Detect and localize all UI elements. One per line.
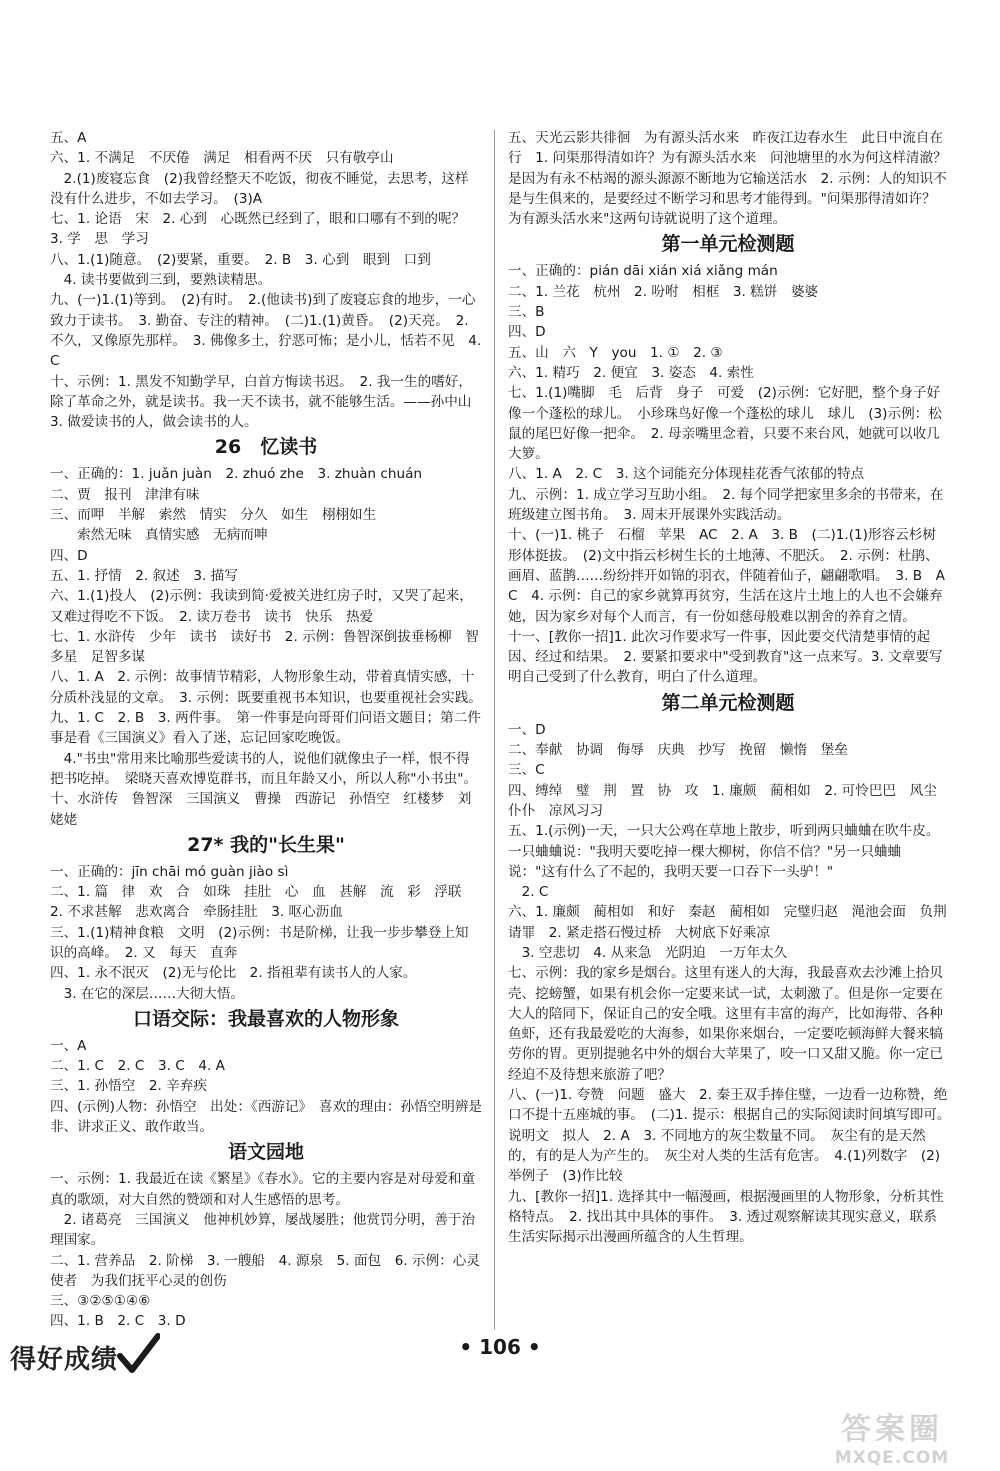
watermark-seal: 答案圈 bbox=[841, 1412, 943, 1447]
answer-line: 4. 读书要做到三到，要熟读精思。 bbox=[50, 272, 272, 289]
answer-line: 三、C bbox=[508, 762, 545, 779]
answer-line: 六、1. 廉颇 蔺相如 和好 秦赵 蔺相如 完璧归赵 渑池会面 负荆请罪 2. 紧走搭石慢过桥 大树底下好乘凉 bbox=[508, 904, 947, 941]
answer-line: 七、示例：我的家乡是烟台。这里有迷人的大海，我最喜欢去沙滩上拾贝壳、挖螃蟹，如果有机会你一定要来试一试，太刺激了。但是你一定要在大人的陪同下，保证自己的安全哦。这里有丰富的海产，比如海带、各种鱼虾，还有我最爱吃的大海参，如果你来烟台，一定要吃顿海鲜大餐来犒劳你的胃。更别提驰名中外的烟台大苹果了，咬一口又甜又脆。你一定已经迫不及待想来旅游了吧？ bbox=[508, 965, 943, 1083]
answer-line: 八、(一)1. 夸赞 问题 盛大 2. 秦王双手捧住璧，一边看一边称赞，绝口不提十五座城的事。 (二)1. 提示：根据自己的实际阅读时间填写即可。 说明文 拟人 2. A 3. 不同地方的灰尘数量不同。 灰尘有的是天然的，有的是人为产生的。 灰尘对人类的生活有危害。 4.(1)列数字 (2)举例子 (3)作比较 bbox=[508, 1087, 958, 1185]
page-number: • 106 • bbox=[459, 1335, 541, 1359]
answer-line: 一、D bbox=[508, 721, 546, 738]
answer-line: 一、正确的：1. juǎn juàn 2. zhuó zhe 3. zhuàn chuán bbox=[50, 466, 423, 483]
answer-line: 九、1. C 2. B 3. 两件事。 第一件事是向哥哥们问语文题目；第二件事是看《三国演义》看入了迷，忘记回家吃晚饭。 bbox=[50, 710, 481, 747]
answer-line: 八、1.(1)随意。 (2)要紧，重要。 2. B 3. 心到 眼到 口到 bbox=[50, 251, 431, 268]
answer-line: 二、1. C 2. C 3. C 4. A bbox=[50, 1058, 225, 1075]
answer-line: 2. 诸葛亮 三国演义 他神机妙算，屡战屡胜；他赏罚分明，善于治理国家。 bbox=[50, 1211, 476, 1249]
answer-line: 三、③②⑤①④⑥ bbox=[50, 1293, 151, 1310]
answer-line: 六、1.(1)投人 (2)示例：我读到简·爱被关进红房子时，又哭了起来，又难过得吃不下饭。 2. 读万卷书 读书 快乐 热爱 bbox=[50, 588, 473, 625]
answer-line: 一、示例：1. 我最近在读《繁星》《春水》。它的主要内容是对母爱和童真的歌颂，对大自然的赞颂和对人生感悟的思考。 bbox=[50, 1171, 476, 1208]
section-heading: 26 忆读书 bbox=[214, 436, 318, 459]
answer-line: 四、D bbox=[50, 547, 88, 564]
section-heading: 27* 我的"长生果" bbox=[187, 833, 345, 856]
answer-line: 四、1. B 2. C 3. D bbox=[50, 1313, 186, 1330]
answer-line: 3. 在它的深层……大彻大悟。 bbox=[50, 985, 245, 1002]
answer-line: 2. C bbox=[508, 884, 549, 901]
section-heading: 第二单元检测题 bbox=[661, 691, 795, 714]
answer-line: 一、正确的：jīn chāi mó guàn jiào sì bbox=[50, 863, 289, 880]
answer-line: 八、1. A 2. 示例：故事情节精彩，人物形象生动，带着真情实感，十分质朴浅显的文章。 3. 示例：既要重视书本知识，也要重视社会实践。 bbox=[50, 669, 482, 706]
answer-line: 二、奉献 协调 侮辱 庆典 抄写 挽留 懒惰 堡垒 bbox=[508, 742, 848, 759]
answer-line: 四、缚绰 璧 荆 置 协 攻 1. 廉颇 蔺相如 2. 可怜巴巴 风尘仆仆 凉风习习 bbox=[508, 782, 937, 819]
answer-line: 3. 空悲切 4. 从来急 光阴迫 一万年太久 bbox=[508, 944, 788, 961]
answer-line: 六、1. 不满足 不厌倦 满足 相看两不厌 只有敬亭山 bbox=[50, 150, 394, 167]
answer-line: 四、D bbox=[508, 324, 546, 341]
answer-line: 九、[教你一招]1. 选择其中一幅漫画，根据漫画里的人物形象，分析其性格特点。 2. 找出其中具体的事件。 3. 透过观察解读其现实意义，联系生活实际揭示出漫画所蕴含的人生哲理。 bbox=[508, 1188, 944, 1246]
answer-line: 索然无味 真情实感 无病而呻 bbox=[50, 527, 268, 544]
brand-text: 得好成绩 bbox=[10, 1345, 119, 1375]
answer-line: 十、(一)1. 桃子 石榴 苹果 AC 2. A 3. B (二)1.(1)形容云杉树形体挺拔。 (2)文中指云杉树生长的土地薄、不肥沃。 2. 示例：杜鹃、画眉、蓝鹊……纷纷拌开如锦的羽衣，伴随着仙子，翩翩歌唱。 3. B A C 4. 示例：自己的家乡就算再贫穷，生活在这片土地上的人也不会嫌弃她，因为家乡对每个人而言，有一份如慈母般难以割舍的养育之情。 bbox=[508, 527, 959, 625]
answer-line: 一、A bbox=[50, 1037, 87, 1054]
answer-line: 六、1. 精巧 2. 便宜 3. 姿态 4. 索性 bbox=[508, 364, 754, 381]
answer-line: 三、1.(1)精神食粮 文明 (2)示例：书是阶梯，让我一步步攀登上知识的高峰。 2. 又 每天 直奔 bbox=[50, 924, 469, 961]
column-divider bbox=[494, 130, 495, 1330]
answer-line: 四、1. 永不泯灭 (2)无与伦比 2. 指祖辈有读书人的人家。 bbox=[50, 965, 417, 982]
answer-line: 一、正确的：pián dāi xián xiá xiǎng mán bbox=[508, 263, 778, 280]
answer-line: 十一、[教你一招]1. 此次习作要求写一件事，因此要交代清楚事情的起因、经过和结果。 2. 要紧扣要求中"受到教育"这一点来写。3. 文章要写明自己受到了什么教育，明白了什么道理。 bbox=[508, 628, 943, 686]
answer-line: 五、1. 抒情 2. 叙述 3. 描写 bbox=[50, 567, 238, 584]
answer-line: 五、1.(示例)一天，一只大公鸡在草地上散步，听到两只蛐蛐在吹牛皮。一只蛐蛐说："我明天要吃掉一棵大柳树，你信不信？"另一只蛐蛐说："这有什么了不起的，我明天要一口吞下一头驴！" bbox=[508, 823, 940, 880]
section-heading: 口语交际：我最喜欢的人物形象 bbox=[132, 1007, 399, 1030]
answer-line: 十、示例：1. 黑发不知勤学早，白首方悔读书迟。 2. 我一生的嗜好，除了革命之外，就是读书。我一天不读书，就不能够生活。——孙中山 3. 做爱读书的人，做会读书的人。 bbox=[50, 373, 485, 431]
answer-line: 四、(示例)人物：孙悟空 出处：《西游记》 喜欢的理由：孙悟空明辨是非、讲求正义、敢作敢当。 bbox=[50, 1098, 483, 1136]
answer-line: 七、1.(1)嘴脚 毛 后背 身子 可爱 (2)示例：它好肥，整个身子好像一个蓬松的球儿。 小珍珠鸟好像一个蓬松的球儿 球儿 (3)示例：松鼠的尾巴好像一把伞。 2. 母亲嘴里念着，只要不来台风，她就可以收几大箩。 bbox=[508, 385, 942, 463]
answer-line: 三、1. 孙悟空 2. 辛弃疾 bbox=[50, 1078, 207, 1095]
answer-line: 二、1. 篇 律 欢 合 如珠 挂肚 心 血 甚解 流 彩 浮联 2. 不求甚解 悲欢离合 牵肠挂肚 3. 呕心沥血 bbox=[50, 884, 476, 921]
answer-line: 二、贾 报刊 津津有味 bbox=[50, 486, 200, 503]
answer-line: 三、而呷 半解 索然 情实 分久 如生 栩栩如生 bbox=[50, 507, 377, 524]
answer-line: 七、1. 论语 宋 2. 心到 心既然已经到了，眼和口哪有不到的呢？ 3. 学 思 学习 bbox=[50, 211, 479, 248]
answer-line: 五、天光云影共徘徊 为有源头活水来 昨夜江边春水生 此日中流自在行 1. 问渠那得清如许？为有源头活水来 问池塘里的水为何这样清澈？是因为有永不枯竭的源头源源不断地为它输送活水 2. 示例：人的知识不是与生俱来的，是要经过不断学习和思考才能得到。"问渠那得清如许？为有源头活水来"这两句诗就说明了这个道理。 bbox=[508, 130, 947, 228]
answer-line: 五、A bbox=[50, 130, 87, 146]
answer-line: 三、B bbox=[508, 304, 545, 321]
answer-line: 十、水浒传 鲁智深 三国演义 曹操 西游记 孙悟空 红楼梦 刘姥姥 bbox=[50, 791, 472, 828]
answer-line: 九、示例：1. 成立学习互助小组。 2. 每个同学把家里多余的书带来，在班级建立图书角。 3. 周末开展课外实践活动。 bbox=[508, 486, 944, 524]
answer-line: 二、1. 兰花 杭州 2. 吩咐 相框 3. 糕饼 婆婆 bbox=[508, 283, 819, 300]
answer-line: 4."书虫"常用来比喻那些爱读书的人，说他们就像虫子一样，恨不得把书吃掉。 梁晓天喜欢博览群书，而且年龄又小，所以人称"小书虫"。 bbox=[50, 750, 478, 787]
section-heading: 第一单元检测题 bbox=[661, 233, 795, 256]
answer-line: 五、山 六 Y you 1. ① 2. ③ bbox=[508, 344, 723, 361]
answer-line: 二、1. 营养品 2. 阶梯 3. 一艘船 4. 源泉 5. 面包 6. 示例：心灵使者 为我们抚平心灵的创伤 bbox=[50, 1252, 480, 1289]
answer-line: 2.(1)废寝忘食 (2)我曾经整天不吃饭，彻夜不睡觉，去思考，这样没有什么进步，不如去学习。 (3)A bbox=[50, 170, 469, 207]
section-heading: 语文园地 bbox=[227, 1141, 304, 1164]
answer-line: 九、(一)1.(1)等到。 (2)有时。 2.(他读书)到了废寝忘食的地步，一心致力于读书。 3. 勤奋、专注的精神。 (二)1.(1)黄昏。 (2)天亮。 2. 不久，又像原先那样。 3. 佛像多土，狞恶可怖；是小儿，恬若不见 4. C bbox=[50, 292, 486, 370]
answer-line: 七、1. 水浒传 少年 读书 读好书 2. 示例：鲁智深倒拔垂杨柳 智多星 足智多谋 bbox=[50, 628, 479, 666]
answer-line: 八、1. A 2. C 3. 这个词能充分体现桂花香气浓郁的特点 bbox=[508, 466, 865, 483]
watermark-url: MXQE.COM bbox=[834, 1448, 950, 1468]
right-column bbox=[508, 128, 959, 1247]
left-column bbox=[50, 128, 486, 1332]
watermark bbox=[792, 1398, 992, 1468]
